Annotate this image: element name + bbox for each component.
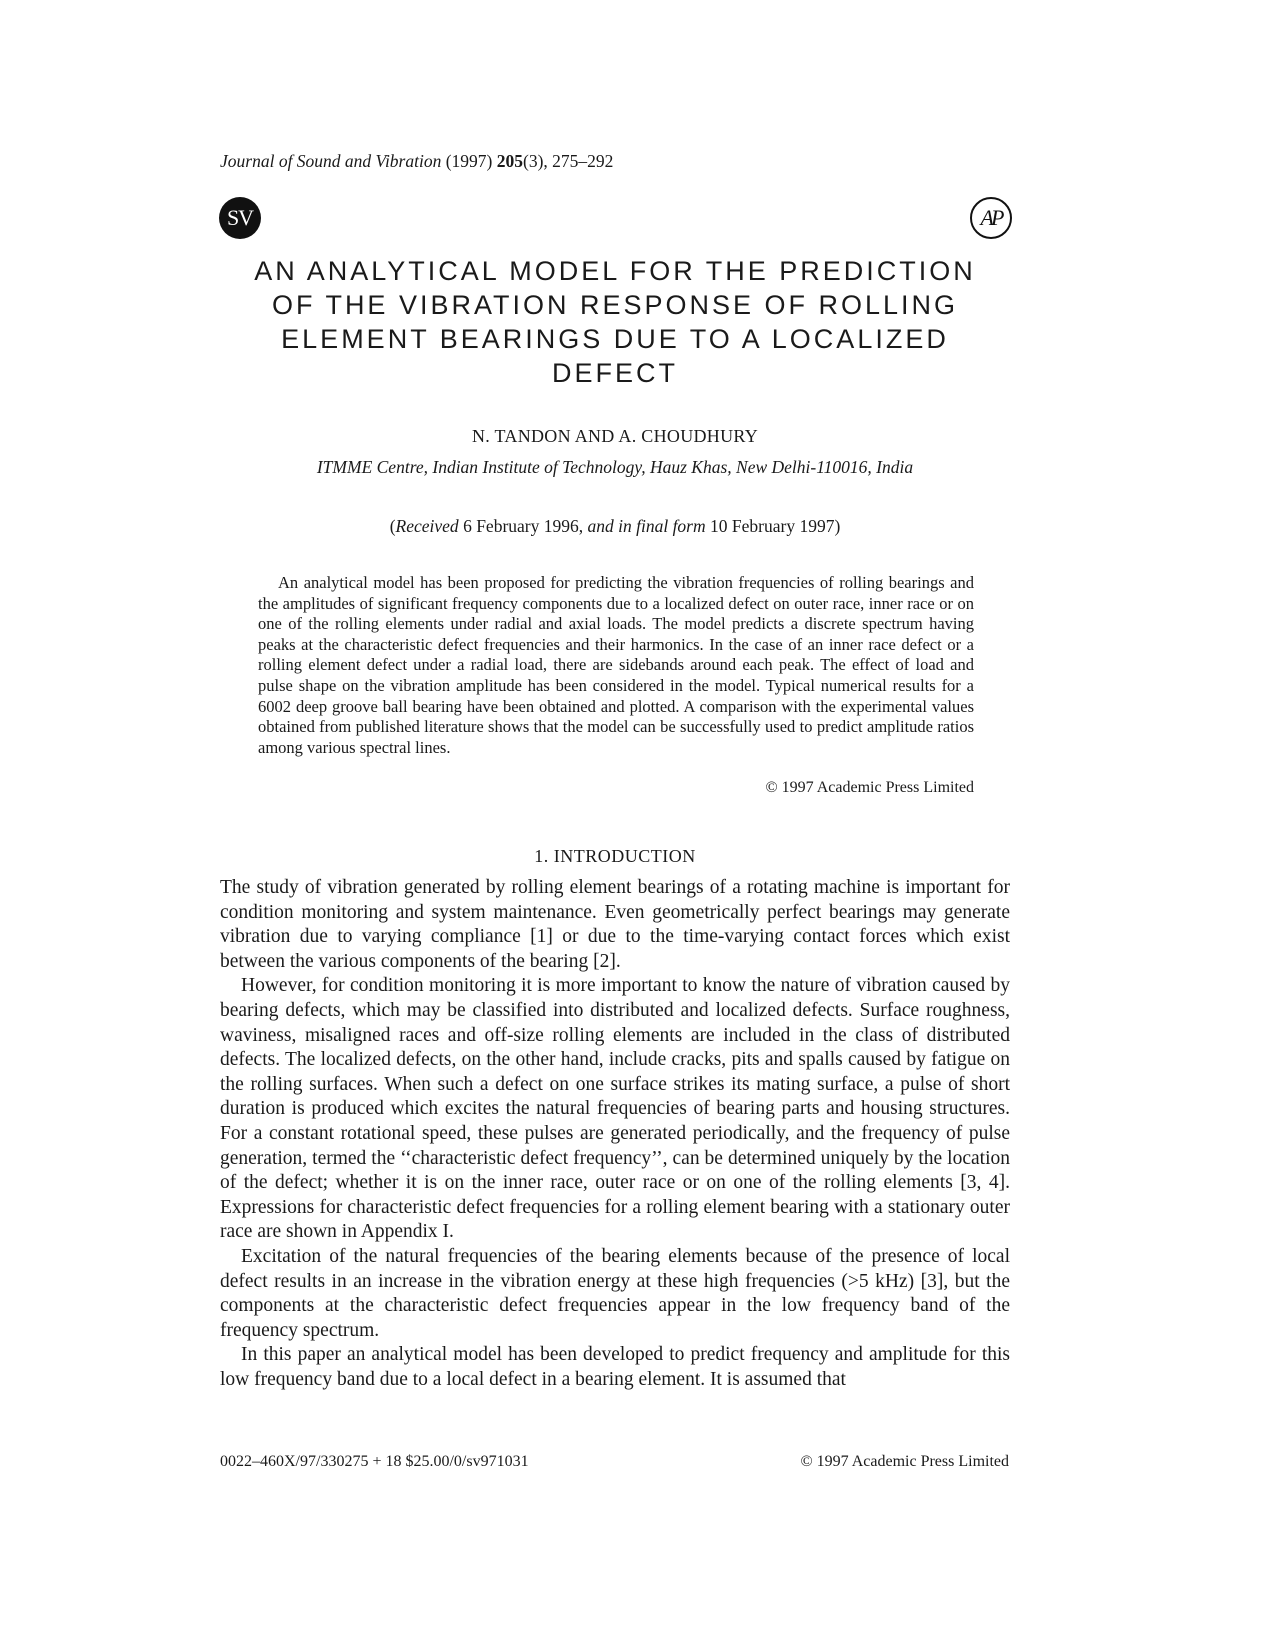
sv-logo-icon: [219, 197, 261, 239]
received-dates: [220, 516, 1010, 537]
paragraph: However, for condition monitoring it is more important to know the nature of vibration caused by bearing defects, which may be classified into distributed and localized defects. Surface roughness, waviness, misaligned races and off-size rolling elements are included in the class of distributed defects. The localized defects, on the other hand, include cracks, pits and spalls caused by fatigue on the rolling surfaces. When such a defect on one surface strikes its mating surface, a pulse of short duration is produced which excites the natural frequencies of bearing parts and housing structures. For a constant rotational speed, these pulses are generated periodically, and the frequency of pulse generation, termed the ‘‘characteristic defect frequency’’, can be determined uniquely by the location of the defect; whether it is on the inner race, outer race or on one of the rolling elements [3, 4]. Expressions for characteristic defect frequencies for a rolling element bearing with a stationary outer race are shown in Appendix I.: [220, 975, 1010, 1243]
journal-name: Journal of Sound and Vibration: [220, 151, 442, 171]
paragraph: The study of vibration generated by rolling element bearings of a rotating machine is important for condition monitoring and system maintenance. Even geometrically perfect bearings may generate vibration due to varying compliance [1] or due to the time-varying contact forces which exist between the various components of the bearing [2].: [220, 877, 1010, 972]
journal-citation: [220, 151, 613, 172]
received-label: Received: [395, 516, 459, 536]
received-open-paren: (: [389, 516, 396, 536]
paragraph: Excitation of the natural frequencies of the bearing elements because of the presence of local defect results in an increase in the vibration energy at these high frequencies (>5 kHz) [3], but the components at the characteristic defect frequencies appear in the low frequency band of the frequency spectrum.: [220, 1245, 1010, 1341]
journal-year: (1997): [445, 151, 493, 171]
final-form-date: 10 February 1997): [705, 516, 841, 536]
abstract-copyright: © 1997 Academic Press Limited: [765, 779, 974, 796]
title-line-3: ELEMENT BEARINGS DUE TO A LOCALIZED: [281, 324, 949, 354]
affiliation: ITMME Centre, Indian Institute of Technology, Hauz Khas, New Delhi-110016, India: [316, 457, 914, 477]
abstract: An analytical model has been proposed for predicting the vibration frequencies of rolling bearings and the amplitudes of significant frequency components due to a localized defect on outer race, inner race or on one of the rolling elements under radial and axial loads. The model predicts a discrete spectrum having peaks at the characteristic defect frequencies and their harmonics. In the case of an inner race defect or a rolling element defect under a radial load, there are sidebands around each peak. The effect of load and pulse shape on the vibration amplitude has been considered in the model. Typical numerical results for a 6002 deep groove ball bearing have been obtained and plotted. A comparison with the experimental values obtained from published literature shows that the model can be successfully used to predict amplitude ratios among various spectral lines.: [258, 573, 974, 757]
ap-logo-text: AP: [980, 205, 1002, 230]
title-line-1: AN ANALYTICAL MODEL FOR THE PREDICTION: [254, 256, 976, 286]
footer-copyright: © 1997 Academic Press Limited: [800, 1453, 1009, 1470]
section-heading: 1. INTRODUCTION: [534, 846, 696, 866]
paragraph: In this paper an analytical model has been developed to predict frequency and amplitude for this low frequency band due to a local defect in a bearing element. It is assumed that: [220, 1344, 1010, 1390]
title-line-2: OF THE VIBRATION RESPONSE OF ROLLING: [271, 290, 959, 320]
body-text: [220, 876, 1010, 1392]
ap-logo-icon: [970, 197, 1012, 239]
paper-title: [220, 254, 1010, 390]
received-date: 6 February 1996,: [458, 516, 588, 536]
final-form-label: and in final form: [587, 516, 706, 536]
authors: N. TANDON AND A. CHOUDHURY: [471, 426, 759, 446]
footer-code: 0022–460X/97/330275 + 18 $25.00/0/sv971031: [220, 1453, 529, 1470]
sv-logo-text: SV: [226, 205, 254, 230]
title-line-4: DEFECT: [552, 358, 678, 388]
journal-volume: 205: [496, 151, 523, 171]
journal-issue-pages: (3), 275–292: [523, 151, 614, 171]
